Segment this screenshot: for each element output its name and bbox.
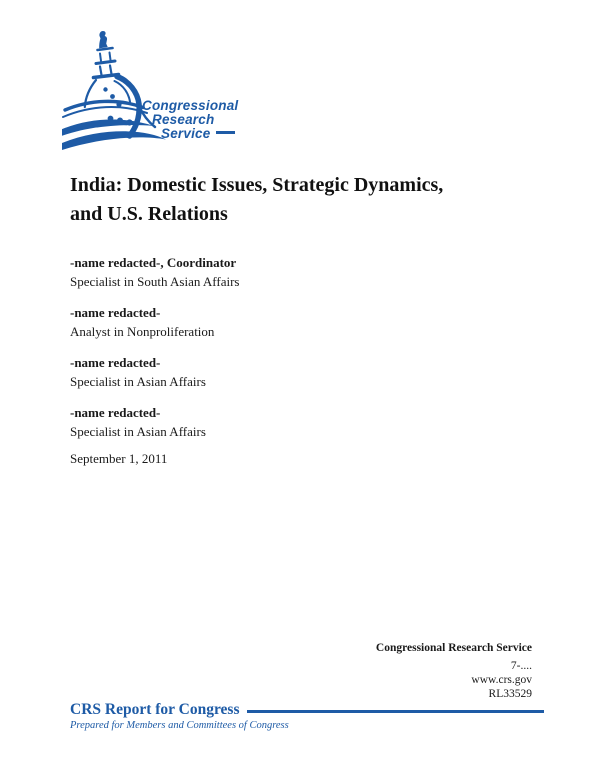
author-name: -name redacted- xyxy=(70,355,161,370)
footer-report-number: RL33529 xyxy=(488,688,532,700)
crs-logo xyxy=(62,30,307,155)
author-role: Specialist in South Asian Affairs xyxy=(70,274,240,289)
author-name: -name redacted-, Coordinator xyxy=(70,255,237,270)
banner-tagline: Prepared for Members and Committees of Congress xyxy=(70,720,289,731)
report-date: September 1, 2011 xyxy=(70,451,168,466)
footer-phone: 7-.... xyxy=(510,660,532,672)
author-entry xyxy=(70,403,470,441)
author-role: Specialist in Asian Affairs xyxy=(70,424,206,439)
logo-dash-rule xyxy=(216,131,235,134)
logo-word-research: Research xyxy=(152,112,215,127)
author-role: Analyst in Nonproliferation xyxy=(70,324,215,339)
author-entry xyxy=(70,303,470,341)
report-title-line-1: India: Domestic Issues, Strategic Dynamics, xyxy=(70,174,444,196)
footer-website: www.crs.gov xyxy=(471,674,532,686)
footer-org-name: Congressional Research Service xyxy=(375,642,532,654)
author-name: -name redacted- xyxy=(70,305,161,320)
banner-title: CRS Report for Congress xyxy=(70,701,240,718)
author-entry xyxy=(70,353,470,391)
crs-report-banner xyxy=(70,701,544,731)
banner-horizontal-rule xyxy=(247,710,545,713)
author-role: Specialist in Asian Affairs xyxy=(70,374,206,389)
authors-list xyxy=(70,253,470,453)
author-entry xyxy=(70,253,470,291)
footer-contact-block xyxy=(376,641,532,701)
logo-word-service: Service xyxy=(142,127,238,141)
report-title-line-2: and U.S. Relations xyxy=(70,203,228,225)
logo-wordmark xyxy=(142,99,238,141)
report-title xyxy=(70,171,550,229)
logo-word-congressional: Congressional xyxy=(142,98,239,113)
author-name: -name redacted- xyxy=(70,405,161,420)
